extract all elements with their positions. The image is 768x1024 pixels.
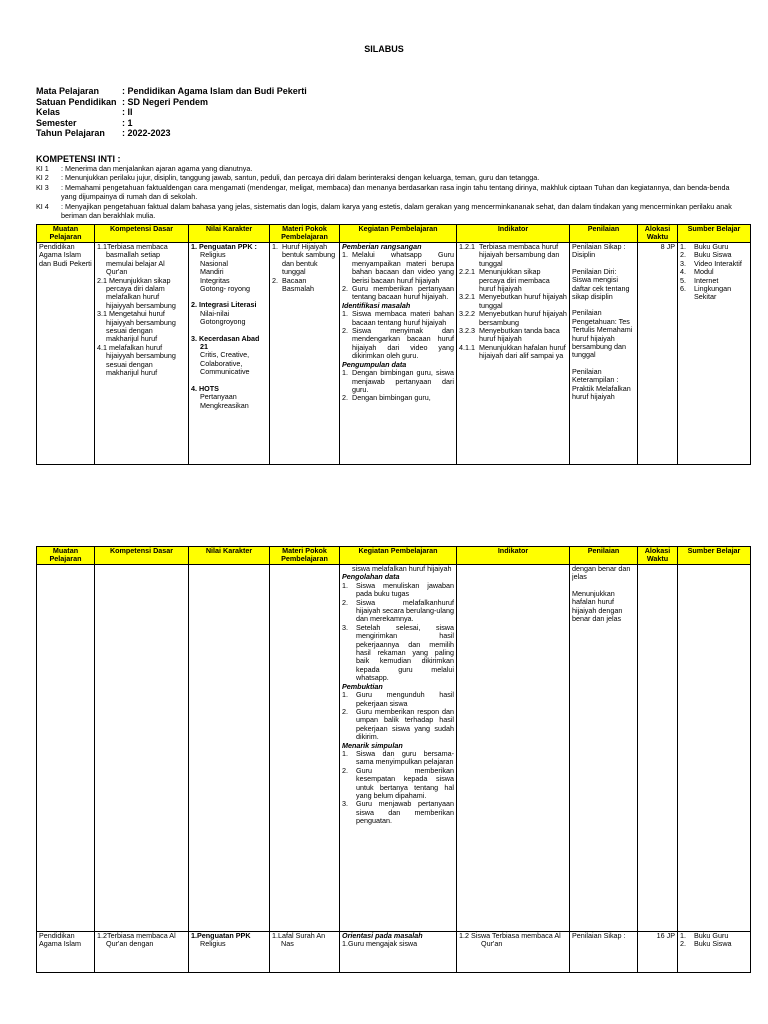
kd-item: 2.1 Menunjukkan sikap percaya diri dalam melafalkan huruf hijaiyyah bersambung xyxy=(97,275,176,310)
col-header: Muatan Pelajaran xyxy=(37,225,95,243)
kegiatan-cell xyxy=(340,932,457,973)
kegiatan-cell xyxy=(340,565,457,932)
indikator-item: 3.2.2 Menyebutkan huruf hijaiyah bersambung xyxy=(459,309,567,327)
penilaian-item: dengan benar dan jelas xyxy=(572,565,631,582)
kegiatan-step: 1. Siswa dan guru bersama-sama menyimpulkan pelajaran xyxy=(342,748,454,767)
ki-item: KI 3 : Memahami pengetahuan faktualdengan cara mengamati (mendengar, meligat, membaca) dan menanya berdasarkan rasa ingin tahu tentang dirinya, makhluk ciptaan Tuhan dan kegiatannya, dan benda-benda yang dijumpainya di rumah dan di sekolah. xyxy=(36,182,730,202)
sumber-item: 5. Internet xyxy=(680,275,719,285)
col-header: Sumber Belajar xyxy=(678,225,751,243)
kegiatan-step: 2. Siswa melafalkanhuruf hijaiyah secara berulang-ulang dan merekamnya. xyxy=(342,597,454,624)
col-header: Nilai Karakter xyxy=(189,225,270,243)
info-row: Tahun Pelajaran : 2022-2023 xyxy=(36,128,171,138)
kegiatan-heading: Identifikasi masalah xyxy=(342,300,411,310)
kegiatan-step: 2. Guru memberikan kesempatan kepada siswa untuk bertanya tentang hal yang belum dipahami. xyxy=(342,765,454,800)
sumber-item: 1. Buku Guru xyxy=(680,243,729,251)
indikator-item: 2.2.1 Menunjukkan sikap percaya diri membaca huruf hijaiyah xyxy=(459,267,550,294)
indikator-item: 1.2.1 Terbiasa membaca huruf hijaiyah bersambung dan tunggal xyxy=(459,243,560,268)
muatan-cell: Pendidikan Agama Islam xyxy=(37,932,95,973)
info-row: Mata Pelajaran : Pendidikan Agama Islam dan Budi Pekerti xyxy=(36,86,307,96)
indikator-item: 3.2.1 Menyebutkan huruf hijaiyah tunggal xyxy=(459,292,567,310)
col-header: Penilaian xyxy=(570,547,638,565)
col-header: Alokasi Waktu xyxy=(638,225,678,243)
kegiatan-step: 1.Guru mengajak siswa xyxy=(342,939,418,949)
sumber-item: 2. Buku Siswa xyxy=(680,250,732,260)
sumber-cell xyxy=(678,243,751,465)
kegiatan-step: 2. Guru memberikan respon dan umpan balik terhadap hasil pekerjaan siswa yang sudah dikirim. xyxy=(342,706,454,742)
col-header: Indikator xyxy=(457,225,570,243)
kegiatan-heading: Pengumpulan data xyxy=(342,359,407,369)
col-header: Sumber Belajar xyxy=(678,547,751,565)
alokasi-cell: 8 JP xyxy=(638,243,678,465)
kegiatan-cell xyxy=(340,243,457,465)
nilai-detail: Nilai-nilai Gotongroyong xyxy=(200,308,246,327)
kegiatan-heading: Menarik simpulan xyxy=(342,740,403,750)
ki-item: KI 1 : Menerima dan menjalankan ajaran agama yang dianutnya. xyxy=(36,164,253,173)
penilaian-cell xyxy=(570,565,638,932)
kegiatan-step: 2. Dengan bimbingan guru, xyxy=(342,393,431,403)
nilai-heading: 1.Penguatan PPK xyxy=(191,932,251,940)
penilaian-item: Penilaian Diri: Siswa mengisi daftar cek tentang sikap disiplin xyxy=(572,266,630,302)
nilai-heading: 1. Penguatan PPK : xyxy=(191,243,257,251)
col-header: Indikator xyxy=(457,547,570,565)
penilaian-item: Penilaian Keterampilan : Praktik Melafalkan huruf hijaiyah xyxy=(572,366,631,402)
penilaian-item: Menunjukkan hafalan huruf hijaiyah dengan benar dan jelas xyxy=(572,588,623,624)
nilai-detail: Critis, Creative, Colaborative, Communicative xyxy=(200,350,250,377)
kegiatan-heading: Orientasi pada masalah xyxy=(342,932,423,940)
kegiatan-heading: Pembuktian xyxy=(342,681,383,691)
kegiatan-step: 1. Guru mengunduh hasil pekerjaan siswa xyxy=(342,690,454,708)
info-row: Semester : 1 xyxy=(36,117,133,128)
nilai-heading: 4. HOTS xyxy=(191,383,219,393)
sumber-item: 2. Buku Siswa xyxy=(680,939,732,949)
col-header: Kompetensi Dasar xyxy=(95,225,189,243)
kd-cell: 1.2Terbiasa membaca Al Qur'an dengan xyxy=(95,932,189,973)
materi-item: 1. Huruf Hijaiyah bentuk sambung dan bentuk tunggal xyxy=(272,243,336,277)
table-row xyxy=(37,565,751,932)
syllabus-table-2 xyxy=(36,546,751,973)
ki-list xyxy=(36,164,736,220)
penilaian-cell: Penilaian Sikap : xyxy=(570,932,638,973)
info-row: Kelas : II xyxy=(36,107,133,117)
indikator-cell xyxy=(457,243,570,465)
sumber-item: 6. Lingkungan Sekitar xyxy=(680,284,732,302)
kegiatan-heading: Pengolahan data xyxy=(342,572,400,582)
col-header: Nilai Karakter xyxy=(189,547,270,565)
nilai-cell xyxy=(189,243,270,465)
col-header: Kompetensi Dasar xyxy=(95,547,189,565)
penilaian-cell xyxy=(570,243,638,465)
ki-heading: KOMPETENSI INTI : xyxy=(36,154,121,164)
kegiatan-heading: Pemberian rangsangan xyxy=(342,243,422,251)
nilai-heading: 2. Integrasi Literasi xyxy=(191,300,257,310)
kegiatan-continued: siswa melafalkan huruf hijaiyah xyxy=(352,565,452,573)
nilai-detail: Religius Nasional Mandiri Integritas Gotong- royong xyxy=(200,250,250,294)
sumber-cell xyxy=(678,932,751,973)
syllabus-table-1 xyxy=(36,224,751,465)
kd-item: 1.1Terbiasa membaca basmallah setiap memulai belajar Al Qur'an xyxy=(97,243,168,277)
nilai-detail: Religius xyxy=(200,939,226,949)
ki-item: KI 2 : Menunjukkan perilaku jujur, disiplin, tanggung jawab, santun, peduli, dan percaya diri dalam berinteraksi dengan keluarga, teman, guru dan tetangga. xyxy=(36,173,540,183)
table-row xyxy=(37,932,751,973)
col-header: Kegiatan Pembelajaran xyxy=(340,225,457,243)
indikator-cell: 1.2 Siswa Terbiasa membaca Al Qur'an xyxy=(457,932,570,973)
kegiatan-step: 3. Guru menjawab pertanyaan siswa dan memberikan penguatan. xyxy=(342,799,454,826)
col-header: Kegiatan Pembelajaran xyxy=(340,547,457,565)
nilai-detail: Pertanyaan Mengkreasikan xyxy=(200,392,249,410)
table-row xyxy=(37,243,751,465)
sumber-item: 3. Video Interaktif xyxy=(680,258,742,268)
nilai-cell xyxy=(189,932,270,973)
materi-cell: 1.Lafal Surah An Nas xyxy=(270,932,340,973)
kegiatan-step: 1. Siswa menuliskan jawaban pada buku tugas xyxy=(342,580,454,599)
sumber-item: 4. Modul xyxy=(680,267,714,277)
materi-item: 2. Bacaan Basmalah xyxy=(272,275,314,294)
table-header-row xyxy=(37,225,751,243)
kegiatan-step: 1. Dengan bimbingan guru, siswa menjawab pertanyaan dari guru. xyxy=(342,368,454,394)
course-info xyxy=(36,86,307,139)
col-header: Alokasi Waktu xyxy=(638,547,678,565)
sumber-item: 1. Buku Guru xyxy=(680,932,729,940)
col-header: Materi Pokok Pembelajaran xyxy=(270,547,340,565)
penilaian-item: Penilaian Sikap : Disiplin xyxy=(572,243,626,260)
kegiatan-step: 2. Guru memberikan pertanyaan tentang bacaan huruf hijaiyah. xyxy=(342,284,454,302)
materi-cell xyxy=(270,243,340,465)
indikator-item: 3.2.3 Menyebutkan tanda baca huruf hijaiyah xyxy=(459,326,560,344)
nilai-heading: 3. Kecerdasan Abad 21 xyxy=(191,333,260,352)
ki-item: KI 4 : Menyajikan pengetahuan faktual dalam bahasa yang jelas, sistematis dan logis, dalam karya yang estetis, dalam gerakan yang mencerminkananak sehat, dan dalam tindakan yang mencerminkan perilaku anak beriman dan berakhlak mulia. xyxy=(36,201,732,221)
kegiatan-step: 2. Siswa menyimak dan mendengarkan bacaan huruf hijaiyah dari video yang dikirimkan oleh guru. xyxy=(342,326,454,361)
alokasi-cell: 16 JP xyxy=(638,932,678,973)
kd-item: 4.1 melafalkan huruf hijaiyyah bersambung sesuai dengan makharijul huruf xyxy=(97,342,176,378)
col-header: Materi Pokok Pembelajaran xyxy=(270,225,340,243)
penilaian-item: Penilaian Pengetahuan: Tes Tertulis Memahami huruf hijaiyah bersambung dan tunggal xyxy=(572,308,633,360)
kd-item: 3.1 Mengetahui huruf hijaiyyah bersambung sesuai dengan makharijul huruf xyxy=(97,309,176,344)
kegiatan-step: 3. Setelah selesai, siswa mengirimkan hasil pekerjaannya dan memilih hasil rekaman yang paling baik kemudian dikirimkan kepada guru melalui whatsapp. xyxy=(342,622,454,683)
info-row: Satuan Pendidikan : SD Negeri Pendem xyxy=(36,96,209,107)
kd-cell xyxy=(95,243,189,465)
kegiatan-step: 1. Melalui whatsapp Guru menyampaikan materi berupa bahan bacaan dan video yang berisi bacaan huruf hijaiyah xyxy=(342,250,454,285)
muatan-cell: Pendidikan Agama Islam dan Budi Pekerti xyxy=(37,243,95,465)
kegiatan-step: 1. Siswa membaca materi bahan bacaan tentang huruf hijaiyah xyxy=(342,309,454,327)
col-header: Muatan Pelajaran xyxy=(37,547,95,565)
col-header: Penilaian xyxy=(570,225,638,243)
table-header-row xyxy=(37,547,751,565)
page-title: SILABUS xyxy=(364,44,404,54)
indikator-item: 4.1.1 Menunjukkan hafalan huruf hijaiyah dari alif sampai ya xyxy=(459,342,566,361)
